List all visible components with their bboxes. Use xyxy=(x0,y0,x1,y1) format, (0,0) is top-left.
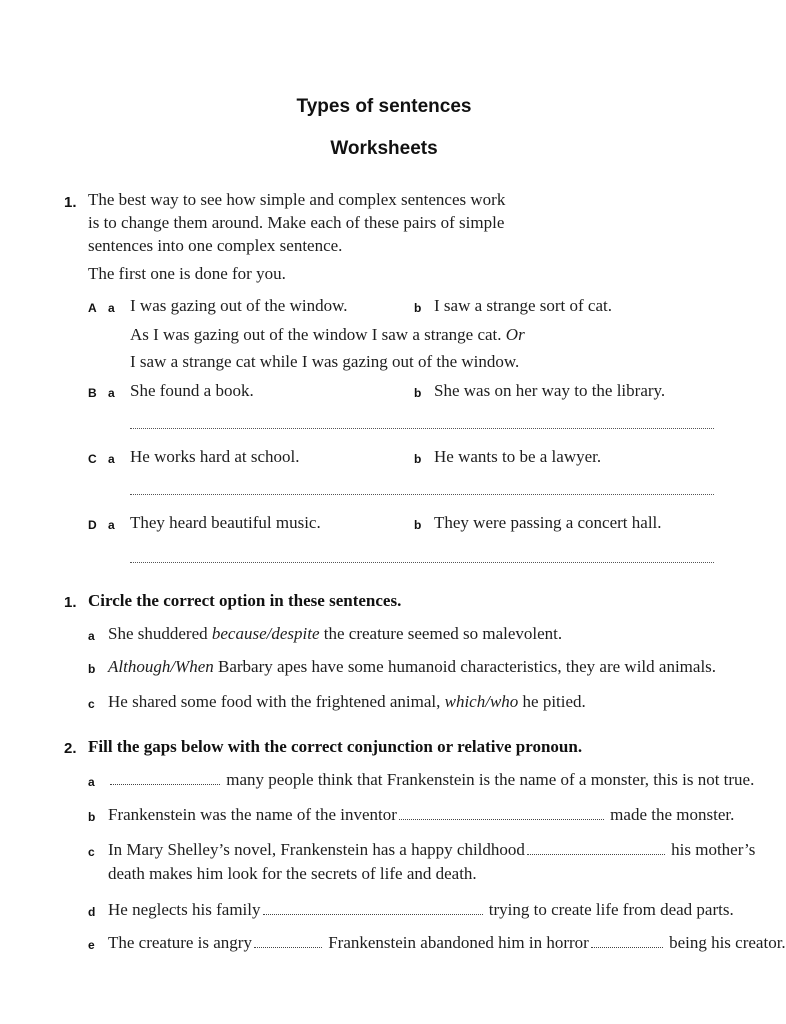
circle-item-a: She shuddered because/despite the creature seemed so malevolent. xyxy=(108,624,563,643)
item-b-part-a-text: She found a book. xyxy=(130,381,254,400)
item-d-answer-line[interactable] xyxy=(130,562,714,563)
exercise-2-number: 1. xyxy=(64,594,77,611)
example-answer-line-1 xyxy=(130,325,525,345)
exercise-1-note: The first one is done for you. xyxy=(88,264,286,283)
gap-item-d-label: d xyxy=(88,905,96,919)
exercise-1-number: 1. xyxy=(64,194,77,211)
gap-c-blank[interactable] xyxy=(527,842,665,855)
circle-item-c-options[interactable]: which/who xyxy=(444,692,519,711)
example-or: Or xyxy=(505,325,525,344)
exercise-3-heading: Fill the gaps below with the correct conjunction or relative pronoun. xyxy=(88,737,583,756)
circle-item-a-options[interactable]: because/despite xyxy=(211,624,320,643)
item-c-part-a-label: a xyxy=(108,452,115,466)
item-b-answer-line[interactable] xyxy=(130,428,714,429)
gap-d-blank[interactable] xyxy=(263,902,483,915)
item-a-part-b-label: b xyxy=(414,301,422,315)
exercise-2-heading: Circle the correct option in these sentences. xyxy=(88,591,402,610)
gap-item-c-continuation: death makes him look for the secrets of life and death. xyxy=(108,864,477,883)
circle-item-c-label: c xyxy=(88,697,95,711)
item-a-part-a-text: I was gazing out of the window. xyxy=(130,296,348,315)
gap-item-a-label: a xyxy=(88,775,95,789)
gap-e-blank-1[interactable] xyxy=(254,935,322,948)
gap-e-blank-2[interactable] xyxy=(591,935,663,948)
item-c-part-b-text: He wants to be a lawyer. xyxy=(434,447,602,466)
circle-item-b-label: b xyxy=(88,662,96,676)
item-a-letter: A xyxy=(88,301,97,315)
gap-item-b: Frankenstein was the name of the inventor made the monster. xyxy=(108,805,735,824)
item-d-part-b-label: b xyxy=(414,518,422,532)
item-d-part-a-label: a xyxy=(108,518,115,532)
gap-item-c: In Mary Shelley’s novel, Frankenstein has a happy childhood his mother’s xyxy=(108,840,756,859)
item-b-part-a-label: a xyxy=(108,386,115,400)
circle-item-b-options[interactable]: Although/When xyxy=(108,657,214,676)
item-a-part-b-text: I saw a strange sort of cat. xyxy=(434,296,612,315)
gap-item-d: He neglects his family trying to create life from dead parts. xyxy=(108,900,734,919)
item-c-letter: C xyxy=(88,452,97,466)
gap-item-c-label: c xyxy=(88,845,95,859)
item-a-part-a-label: a xyxy=(108,301,115,315)
exercise-3-number: 2. xyxy=(64,740,77,757)
item-c-answer-line[interactable] xyxy=(130,494,714,495)
gap-item-e-label: e xyxy=(88,938,95,952)
item-b-part-b-label: b xyxy=(414,386,422,400)
gap-item-b-label: b xyxy=(88,810,96,824)
gap-item-a: many people think that Frankenstein is the name of a monster, this is not true. xyxy=(108,770,754,790)
gap-item-e: The creature is angry Frankenstein abandoned him in horror being his creator. xyxy=(108,933,786,952)
exercise-1-instruction-line-1: The best way to see how simple and complex sentences work xyxy=(88,190,506,209)
circle-item-a-label: a xyxy=(88,629,95,643)
page-title: Types of sentences xyxy=(296,96,472,117)
item-b-part-b-text: She was on her way to the library. xyxy=(434,381,666,400)
gap-a-blank[interactable] xyxy=(110,772,220,785)
item-b-letter: B xyxy=(88,386,97,400)
circle-item-b: Although/When Barbary apes have some humanoid characteristics, they are wild animals. xyxy=(108,657,717,676)
gap-b-blank[interactable] xyxy=(399,807,604,820)
example-answer-text: As I was gazing out of the window I saw a strange cat. xyxy=(130,325,502,344)
circle-item-c: He shared some food with the frightened animal, which/who he pitied. xyxy=(108,692,586,711)
item-d-letter: D xyxy=(88,518,97,532)
item-c-part-b-label: b xyxy=(414,452,422,466)
item-c-part-a-text: He works hard at school. xyxy=(130,447,300,466)
item-d-part-b-text: They were passing a concert hall. xyxy=(434,513,662,532)
example-answer-line-2: I saw a strange cat while I was gazing out of the window. xyxy=(130,352,520,371)
exercise-1-instruction-line-3: sentences into one complex sentence. xyxy=(88,236,343,255)
item-d-part-a-text: They heard beautiful music. xyxy=(130,513,321,532)
page-subtitle: Worksheets xyxy=(330,138,438,159)
exercise-1-instruction-line-2: is to change them around. Make each of these pairs of simple xyxy=(88,213,505,232)
